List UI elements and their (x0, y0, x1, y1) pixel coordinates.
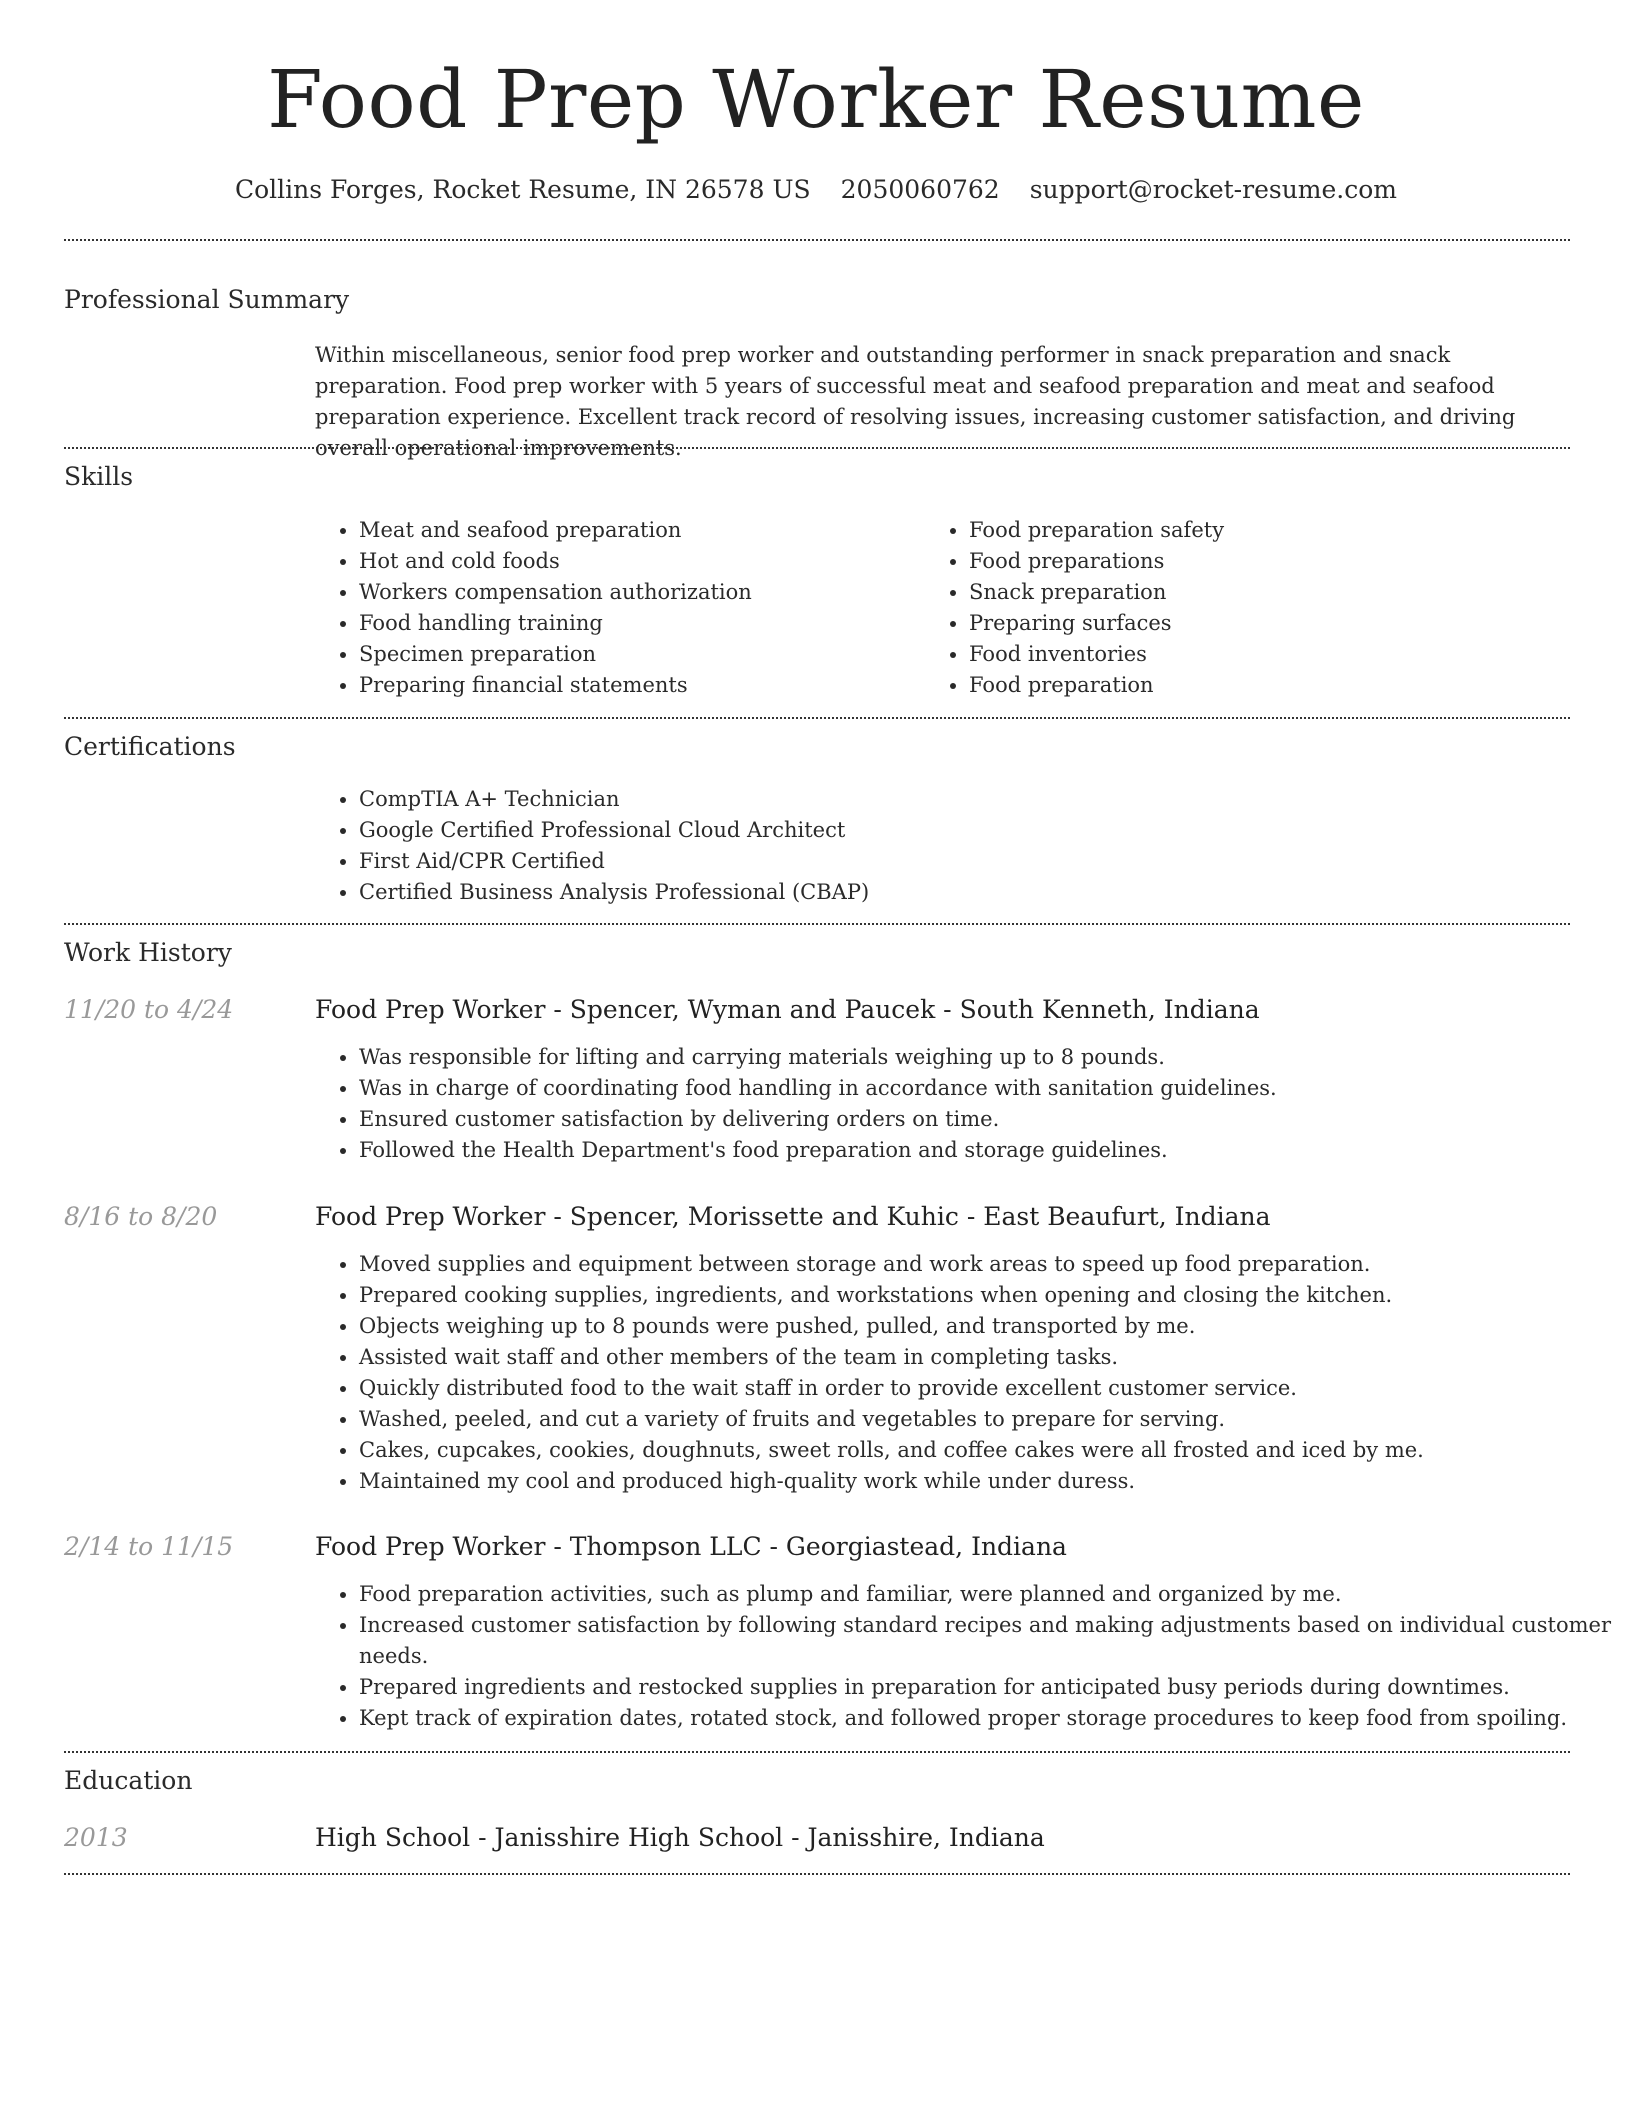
certifications-list (315, 784, 1559, 908)
job-bullet: • Moved supplies and equipment between storage and work areas to speed up food preparation. (359, 1249, 1619, 1280)
job-bullets (315, 1249, 1619, 1497)
job-title: Food Prep Worker - Thompson LLC - Georgiastead, Indiana (315, 1532, 1067, 1561)
job-bullet: • Was responsible for lifting and carrying materials weighing up to 8 pounds. (359, 1042, 1619, 1073)
job-bullet: • Food preparation activities, such as plump and familiar, were planned and organized by me. (359, 1579, 1619, 1610)
job-bullet: • Quickly distributed food to the wait staff in order to provide excellent customer service. (359, 1373, 1619, 1404)
contact-email: support@rocket-resume.com (1029, 175, 1398, 204)
job-bullet: • Assisted wait staff and other members of the team in completing tasks. (359, 1342, 1619, 1373)
skill-item: • Meat and seafood preparation (359, 515, 919, 546)
skill-item: • Workers compensation authorization (359, 577, 919, 608)
summary-heading: Professional Summary (64, 285, 350, 314)
contact-address: Collins Forges, Rocket Resume, IN 26578 US (234, 175, 811, 204)
skills-list-right (925, 515, 1569, 701)
certification-item: • First Aid/CPR Certified (359, 846, 1559, 877)
header-divider (64, 239, 1570, 241)
education-heading: Education (64, 1766, 193, 1795)
job-bullet: • Cakes, cupcakes, cookies, doughnuts, sweet rolls, and coffee cakes were all frosted and iced by me. (359, 1435, 1619, 1466)
job-bullet: • Kept track of expiration dates, rotated stock, and followed proper storage procedures to keep food from spoiling. (359, 1703, 1619, 1734)
certification-item: • Certified Business Analysis Professional (CBAP) (359, 877, 1559, 908)
resume-title: Food Prep Worker Resume (267, 53, 1365, 146)
skill-item: • Preparing financial statements (359, 670, 919, 701)
job-title: Food Prep Worker - Spencer, Wyman and Paucek - South Kenneth, Indiana (315, 995, 1260, 1024)
job-bullet: • Ensured customer satisfaction by delivering orders on time. (359, 1104, 1619, 1135)
job-title: Food Prep Worker - Spencer, Morissette and Kuhic - East Beaufurt, Indiana (315, 1202, 1271, 1231)
job-bullets (315, 1579, 1619, 1734)
job-date: 8/16 to 8/20 (64, 1202, 218, 1231)
work-divider (64, 1751, 1570, 1753)
education-date: 2013 (64, 1823, 128, 1852)
job-bullet: • Was in charge of coordinating food handling in accordance with sanitation guidelines. (359, 1073, 1619, 1104)
skill-item: • Food preparation (969, 670, 1569, 701)
skill-item: • Food handling training (359, 608, 919, 639)
skills-heading: Skills (64, 462, 134, 491)
skill-item: • Food preparations (969, 546, 1569, 577)
education-title: High School - Janisshire High School - Janisshire, Indiana (315, 1823, 1045, 1852)
job-bullet: • Prepared ingredients and restocked supplies in preparation for anticipated busy periods during downtimes. (359, 1672, 1619, 1703)
certification-item: • CompTIA A+ Technician (359, 784, 1559, 815)
certification-item: • Google Certified Professional Cloud Architect (359, 815, 1559, 846)
skill-item: • Specimen preparation (359, 639, 919, 670)
job-bullet: • Maintained my cool and produced high-quality work while under duress. (359, 1466, 1619, 1497)
job-bullet: • Prepared cooking supplies, ingredients, and workstations when opening and closing the kitchen. (359, 1280, 1619, 1311)
education-divider (64, 1873, 1570, 1875)
skills-list-left (315, 515, 919, 701)
job-date: 11/20 to 4/24 (64, 995, 234, 1024)
job-bullet: • Objects weighing up to 8 pounds were pushed, pulled, and transported by me. (359, 1311, 1619, 1342)
skill-item: • Food preparation safety (969, 515, 1569, 546)
skill-item: • Preparing surfaces (969, 608, 1569, 639)
summary-divider (64, 447, 1570, 449)
job-date: 2/14 to 11/15 (64, 1532, 234, 1561)
job-bullet: • Washed, peeled, and cut a variety of fruits and vegetables to prepare for serving. (359, 1404, 1619, 1435)
job-bullets (315, 1042, 1619, 1166)
contact-line (0, 170, 1632, 210)
skill-item: • Food inventories (969, 639, 1569, 670)
skills-divider (64, 717, 1570, 719)
certifications-heading: Certifications (64, 732, 236, 761)
skill-item: • Snack preparation (969, 577, 1569, 608)
skill-item: • Hot and cold foods (359, 546, 919, 577)
summary-text: Within miscellaneous, senior food prep worker and outstanding performer in snack preparation and snack preparation. Food prep worker with 5 years of successful meat and seafood preparation and meat and seafood preparation experience. Excellent track record of resolving issues, increasing customer satisfaction, and driving overall operational improvements. (315, 343, 1516, 460)
work-heading: Work History (64, 938, 232, 967)
job-bullet: • Followed the Health Department's food preparation and storage guidelines. (359, 1135, 1619, 1166)
job-bullet: • Increased customer satisfaction by following standard recipes and making adjustments based on individual customer needs. (359, 1610, 1619, 1672)
contact-phone: 2050060762 (840, 175, 1000, 204)
certifications-divider (64, 923, 1570, 925)
